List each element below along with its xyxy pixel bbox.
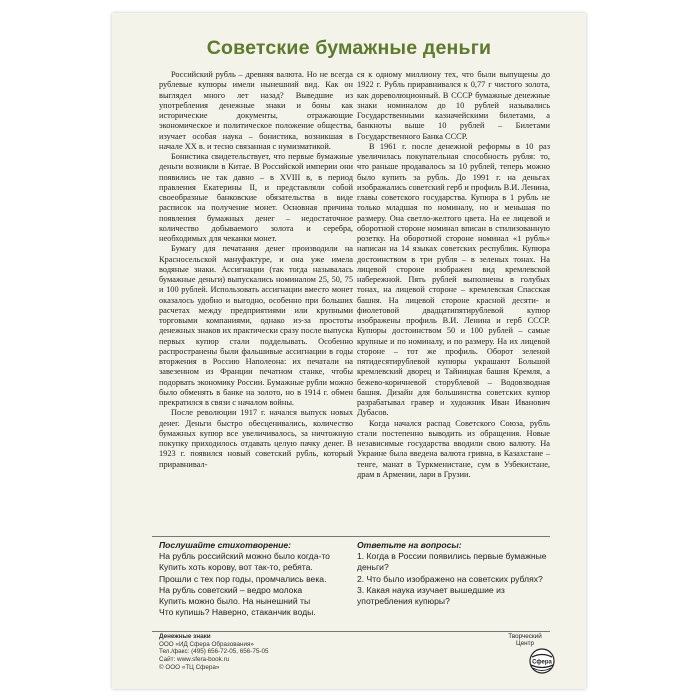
paragraph: После революции 1917 г. начался выпуск новых денег. Деньги быстро обесценивались, количество бумажных купюр все увеличивалось, за ничтожную покупку приходилось отдавать целую пачку денег. В 1923 г. появился новый советский рубль, который приравнивал- — [159, 408, 353, 469]
paragraph: Когда начался распад Советского Союза, рубль стали постепенно выводить из обращения. Новые независимые государства вводили свою валюту. На Украине была введена валюта гривна, в Казахстане – тенге, манат в Туркменистане, сум в Узбекистане, драм в Армении, лари в Грузии. — [357, 418, 550, 479]
paragraph: В 1961 г. после денежной реформы в 10 раз увеличилась покупательная способность рубля: то, что раньше продавалось за 10 рублей, теперь можно было купить за рубль. До 1991 г. на деньгах изображались советский герб и профиль В.И. Ленина, главы советского государства. Купюра в 1 рубль не только младшая по номиналу, но и меньшая по размеру. Она светло-желтого цвета. На ее лицевой и оборотной стороне номинал вписан в стилизованную розетку. На оборотной стороне номинал «1 рубль» написан на 14 языках советских республик. Купюра достоинством в три рубля – в зеленых тонах. На лицевой стороне изображен вид кремлевской набережной. Пять рублей выполнены в голубых тонах, на лицевой стороне – кремлевская Спасская башня. На лицевой стороне красной десяти- и фиолетовой двадцатипятирублевой купюр изображены профиль В.И. Ленина и герб СССР. Купюры достоинством 50 и 100 рублей – самые крупные и по номиналу, и по размеру. На их лицевой стороне – тот же профиль. Оборот зеленой пятидесятирублевой купюры украшают Большой кремлевский дворец и Тайницкая башня Кремля, а бежево-коричневой сторублевой – Водовзводная башня. Дизайн для большинства советских купюр разрабатывал гравер и художник Иван Иванович Дубасов. — [357, 141, 550, 418]
page-title: Советские бумажные деньги — [206, 37, 492, 59]
left-text-column — [159, 70, 353, 470]
poem-line: На рубль российский можно было когда-то — [159, 551, 330, 562]
publisher-footer — [159, 633, 268, 672]
poem-block — [159, 540, 349, 618]
footer-line: ООО «ИД Сфера Образования» — [159, 640, 254, 648]
publisher-logo — [498, 633, 568, 675]
poem-line: Что купишь? Наверно, стаканчик воды. — [159, 607, 316, 618]
footer-line: Сайт: www.sfera-book.ru — [159, 656, 230, 664]
question-item: 3. Какая наука изучает вышедшие из употребления купюры? — [357, 584, 505, 607]
logo-line: Творческий — [508, 633, 542, 640]
sphere-logo-icon — [529, 648, 555, 674]
paragraph: Бонистика свидетельствует, что первые бумажные деньги возникли в Китае. В Российской империи они появились не так давно – в XVIII в, в период правления Екатерины II, и представляли собой своеобразные банковские обязательства в виде расписок на получение монет. Основная причина появления бумажных денег – недостаточное количество добываемого золота и серебра, необходимых для чеканки монет. — [159, 152, 353, 243]
footer-line: Тел./факс: (495) 656-72-05, 656-75-05 — [159, 648, 269, 656]
poem-line: Прошли с тех пор годы, промчались века. — [159, 573, 327, 584]
poem-line: Купить можно было. На нынешний ты — [159, 596, 311, 607]
footer-line: © ООО «ТЦ Сфера» — [159, 663, 220, 671]
poem-line: На рубль советский – ведро молока — [159, 584, 303, 595]
question-item: 1. Когда в России появились первые бумажные деньги? — [357, 551, 547, 573]
section-divider — [152, 536, 550, 537]
logo-mark-text: Сфера — [532, 659, 552, 666]
logo-caption — [498, 633, 552, 647]
question-item: 2. Что было изображено на советских рублях? — [357, 573, 543, 584]
paragraph: Бумагу для печатания денег производили на Красносельской мануфактуре, и она уже имела водяные знаки. Ассигнации (так тогда называлась бумажные деньги) выпускались номиналом 25, 50, 75 и 100 рублей. Использовать ассигнации вместо монет оказалось удобно и выгодно, особенно при больших расчетах между предприятиями или крупными торговыми компаниями, однако из-за простоты денежных знаков их практически сразу после выпуска первых купюр стали подделывать. Особенно распространены были фальшивые ассигнации в годы вторжения в Россию Наполеона: их печатали на завезенном из Франции печатном станке, чтобы подорвать экономику России. Бумажные рубли можно было обменять в банке на золото, но в 1914 г. обмен прекратился в связи с началом войны. — [159, 244, 354, 407]
footer-divider — [152, 631, 550, 632]
paragraph: Российский рубль – древняя валюта. Но не всегда рублевые купюры имели нынешний вид. Как он выглядел много лет назад? Выведшие из употребления денежные знаки и боны как исторические документы, отражающие экономическое и политическое положение общества, изучает особая наука – бонистика, возникшая в начале XX в. и тесно связанная с нумизматикой. — [159, 70, 353, 151]
paragraph: ся к одному миллиону тех, что были выпущены до 1922 г. Рубль приравнивался к 0,77 г чистого золота, как дореволюционный. В СССР бумажные денежные знаки номиналом до 10 рублей назывались Государственными казначейскими билетами, а банкноты выше 10 рублей – Билетами Государственного Банка СССР. — [357, 70, 550, 141]
right-text-column — [357, 70, 550, 480]
poster-sheet — [112, 13, 586, 689]
questions-heading: Ответьте на вопросы: — [357, 540, 462, 550]
poem-line: Купить хоть корову, вот так-то, ребята. — [159, 562, 313, 573]
footer-title: Денежные знаки — [159, 633, 211, 640]
logo-line: Центр — [515, 640, 535, 648]
questions-block — [357, 540, 550, 607]
poem-heading: Послушайте стихотворение: — [159, 540, 292, 550]
